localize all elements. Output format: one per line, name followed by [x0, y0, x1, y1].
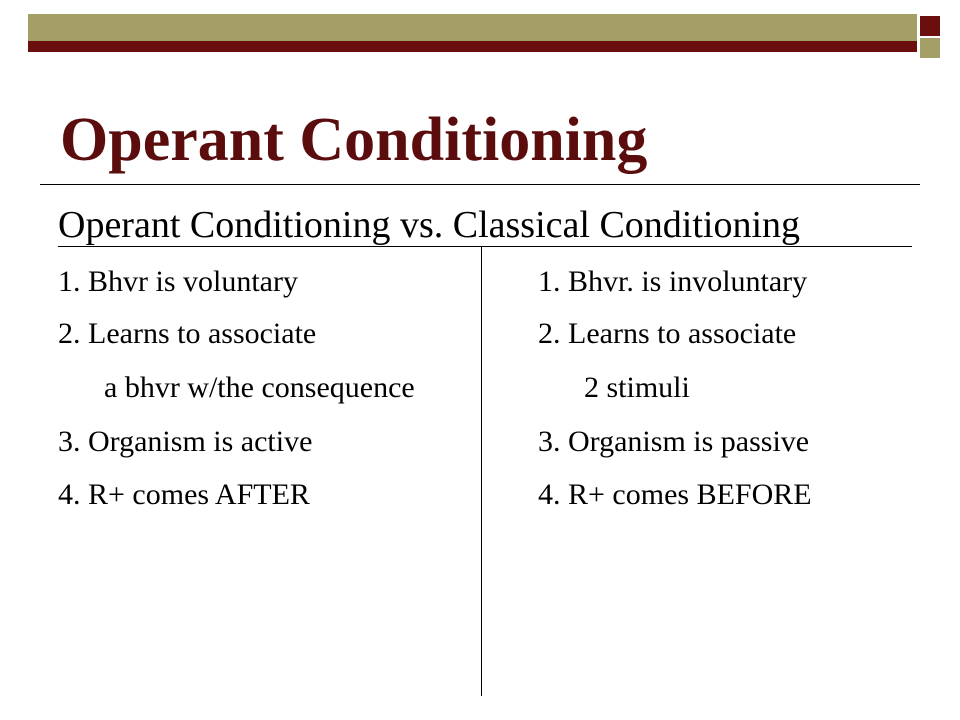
operant-item-2-continuation: a bhvr w/the consequence: [104, 371, 415, 404]
column-divider: [481, 246, 482, 696]
header-decoration-bar: [28, 14, 917, 52]
operant-item-2: 2. Learns to associate: [58, 317, 317, 350]
operant-item-4: 4. R+ comes AFTER: [58, 478, 310, 511]
subtitle-underline-rule: [58, 246, 912, 247]
classical-item-2: 2. Learns to associate: [538, 317, 797, 350]
classical-item-3: 3. Organism is passive: [538, 425, 810, 458]
title-underline-rule: [40, 184, 920, 185]
slide-title: Operant Conditioning: [60, 106, 648, 174]
classical-item-2-continuation: 2 stimuli: [584, 371, 690, 404]
corner-square-light: [920, 38, 940, 58]
header-decoration-stripe: [28, 41, 917, 52]
slide-subtitle: Operant Conditioning vs. Classical Conditioning: [58, 204, 801, 246]
operant-item-3: 3. Organism is active: [58, 425, 313, 458]
corner-square-dark: [920, 16, 940, 36]
classical-item-1: 1. Bhvr. is involuntary: [538, 265, 808, 298]
operant-item-1: 1. Bhvr is voluntary: [58, 265, 298, 298]
classical-item-4: 4. R+ comes BEFORE: [538, 478, 812, 511]
